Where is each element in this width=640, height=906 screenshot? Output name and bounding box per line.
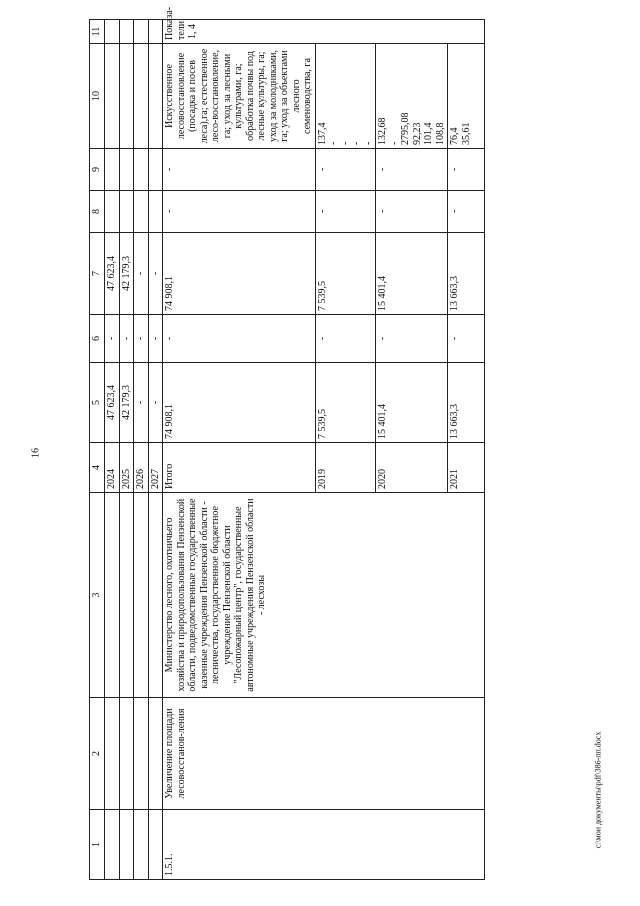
table-row: [148, 20, 163, 880]
indicator-value: 92,23: [411, 122, 423, 145]
indicator-value: 137,4: [316, 122, 328, 145]
indicator-value: 35,61: [460, 122, 472, 145]
indicator-value: -: [362, 141, 374, 145]
value-cell: -: [315, 149, 376, 191]
value-cell: -: [119, 315, 134, 363]
value-cell: -: [448, 315, 485, 363]
value-cell: 74 908,1: [163, 363, 316, 443]
col-header: 8: [90, 191, 105, 233]
indicator-value: 101,4: [423, 122, 434, 145]
indicator-text: Искусственное лесовосстановление (посадка и посев леса),га; естественное лесо-восстановление, га; уход за лесными культурами, га; обработка почвы под лесные культуры, га; уход за молодняками, га; уход за объектами лесного семеноводства, га: [163, 44, 316, 149]
year-cell: Итого: [163, 443, 316, 493]
value-cell: -: [148, 233, 163, 315]
value-cell: -: [105, 315, 120, 363]
header-row: [90, 20, 105, 880]
value-cell: 42 179,3: [119, 363, 134, 443]
value-cell: 74 908,1: [163, 233, 316, 315]
year-cell: 2027: [148, 443, 163, 493]
table-row: [119, 20, 134, 880]
year-cell: 2025: [119, 443, 134, 493]
value-cell: -: [163, 315, 316, 363]
table-row: [105, 20, 120, 880]
value-cell: -: [376, 191, 448, 233]
col-header: 7: [90, 233, 105, 315]
indicator-values: [448, 44, 485, 149]
indicator-values: [376, 44, 448, 149]
value-cell: 13 663,3: [448, 363, 485, 443]
value-cell: -: [315, 191, 376, 233]
year-cell: 2020: [376, 443, 448, 493]
col-header: 1: [90, 810, 105, 880]
indicator-value: 132,68: [377, 117, 388, 145]
value-cell: -: [134, 233, 149, 315]
col-header: 10: [90, 44, 105, 149]
value-cell: 15 401,4: [376, 363, 448, 443]
indicator-values: [315, 44, 376, 149]
value-cell: 47 623,4: [105, 363, 120, 443]
value-cell: -: [163, 191, 316, 233]
activity-name: Увеличение площади лесовосстанов-ления: [163, 698, 485, 810]
file-path-footer: c:\мои документы\pdf\386-пп.docx: [593, 731, 603, 849]
value-cell: -: [134, 363, 149, 443]
year-cell: 2021: [448, 443, 485, 493]
col-header: 2: [90, 698, 105, 810]
value-cell: -: [163, 149, 316, 191]
value-cell: -: [134, 315, 149, 363]
value-cell: -: [315, 315, 376, 363]
col-header: 9: [90, 149, 105, 191]
indicator-value: -: [339, 141, 351, 145]
year-cell: 2024: [105, 443, 120, 493]
value-cell: -: [448, 149, 485, 191]
col-header: 11: [90, 20, 105, 44]
value-cell: 7 539,5: [315, 363, 376, 443]
value-cell: 15 401,4: [376, 233, 448, 315]
col-header: 6: [90, 315, 105, 363]
value-cell: 13 663,3: [448, 233, 485, 315]
table-row: [134, 20, 149, 880]
indicator-value: 76,4: [449, 127, 460, 145]
col-header: 5: [90, 363, 105, 443]
value-cell: -: [148, 315, 163, 363]
rotated-page: [89, 6, 609, 880]
value-cell: 42 179,3: [119, 233, 134, 315]
value-cell: 7 539,5: [315, 233, 376, 315]
page-number: 16: [30, 448, 42, 458]
col-header: 3: [90, 493, 105, 698]
indicator-ref: Показа-тели 1, 4: [163, 20, 485, 44]
value-cell: -: [448, 191, 485, 233]
program-table: [89, 6, 485, 880]
value-cell: -: [376, 149, 448, 191]
indicator-value: -: [351, 141, 362, 145]
value-cell: -: [376, 315, 448, 363]
value-cell: 47 623,4: [105, 233, 120, 315]
indicator-value: 108,8: [434, 122, 446, 145]
indicator-value: 2795,08: [400, 112, 411, 145]
value-cell: -: [148, 363, 163, 443]
row-number: 1.5.1.: [163, 810, 485, 880]
indicator-value: -: [328, 141, 339, 145]
table-row: [163, 20, 316, 880]
year-cell: 2026: [134, 443, 149, 493]
executor-cell: Министерство лесного, охотничьего хозяйства и природопользования Пензенской области, подведомственные государственные казенные учреждения Пензенской области - лесничества, государственное бюджетное учреждение Пензенской области "Лесопожарный центр", государственные автономные учреждения Пензенской области - лесхозы: [163, 493, 485, 698]
year-cell: 2019: [315, 443, 376, 493]
indicator-value: -: [388, 141, 400, 145]
col-header: 4: [90, 443, 105, 493]
